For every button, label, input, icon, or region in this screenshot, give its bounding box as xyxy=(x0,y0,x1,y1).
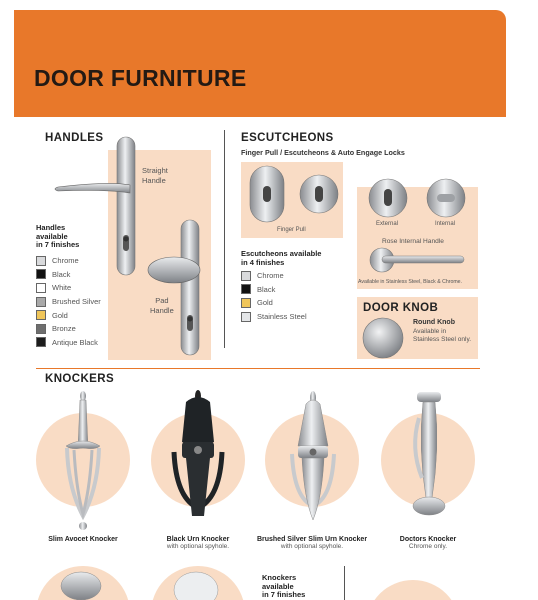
escutcheons-finish-list xyxy=(241,269,307,323)
round-knob-note: Available in Stainless Steel only. xyxy=(413,328,472,343)
round-knob-illustration xyxy=(360,316,406,360)
black-swatch xyxy=(241,284,251,294)
pad-handle-knob xyxy=(148,257,200,283)
finish-row: Chrome xyxy=(241,269,307,283)
knocker-backdrop xyxy=(366,580,460,600)
handles-finish-list xyxy=(36,254,101,349)
knocker-caption: Brushed Silver Slim Urn Knocker with optional spyhole. xyxy=(256,536,368,550)
gold-swatch xyxy=(36,310,46,320)
gold-swatch xyxy=(241,298,251,308)
handles-title: HANDLES xyxy=(45,132,104,144)
rose-handle-label: Rose Internal Handle xyxy=(382,238,444,245)
finish-row: Black xyxy=(36,268,101,282)
white-swatch xyxy=(36,283,46,293)
finish-row: Bronze xyxy=(36,322,101,336)
column-divider xyxy=(344,566,345,600)
knocker-caption: Black Urn Knocker with optional spyhole. xyxy=(166,536,230,550)
finger-pull-illustration xyxy=(246,164,341,226)
finish-row: Stainless Steel xyxy=(241,310,307,324)
rose-handle-illustration xyxy=(368,247,468,273)
escutcheons-finish-title: Escutcheons available in 4 finishes xyxy=(241,249,322,267)
partial-knockers-illustration xyxy=(36,562,256,600)
finish-row: White xyxy=(36,281,101,295)
finish-row: Chrome xyxy=(36,254,101,268)
black-urn-knocker xyxy=(174,390,222,516)
finger-pull-label: Finger Pull xyxy=(277,227,306,233)
page-title: DOOR FURNITURE xyxy=(34,65,247,91)
doctors-knocker xyxy=(413,392,445,515)
straight-handle-lever xyxy=(55,183,130,193)
straight-handle-plate xyxy=(117,137,135,275)
finish-row: Black xyxy=(241,283,307,297)
column-divider xyxy=(224,130,225,348)
internal-label: Internal xyxy=(435,221,456,227)
knockers-finish-title: Knockers available in 7 finishes xyxy=(262,573,306,599)
chrome-swatch xyxy=(36,256,46,266)
knockers-title: KNOCKERS xyxy=(45,373,115,385)
title-banner xyxy=(14,10,506,117)
brushed-silver-slim-urn-knocker xyxy=(292,391,334,520)
section-divider xyxy=(36,368,480,369)
finish-row: Gold xyxy=(241,296,307,310)
escutcheons-title: ESCUTCHEONS xyxy=(241,132,334,144)
slim-avocet-knocker xyxy=(66,391,100,530)
external-label: External xyxy=(376,221,399,227)
rose-handle-note: Available in Stainless Steel, Black & Chrome. xyxy=(358,279,462,285)
handles-finish-title: Handles available in 7 finishes xyxy=(36,223,80,249)
knockers-illustration xyxy=(36,388,476,536)
black-swatch xyxy=(36,269,46,279)
escutcheons-subtitle: Finger Pull / Escutcheons & Auto Engage Locks xyxy=(241,148,405,157)
finish-row: Gold xyxy=(36,308,101,322)
knocker-caption: Doctors Knocker Chrome only. xyxy=(399,536,457,550)
lock-illustration xyxy=(362,176,474,220)
pad-handle-plate xyxy=(181,220,199,355)
finish-row: Brushed Silver xyxy=(36,295,101,309)
brushed-silver-swatch xyxy=(36,297,46,307)
pad-handle-label: Pad Handle xyxy=(150,296,174,315)
round-knob-name: Round Knob xyxy=(413,319,455,326)
finish-row: Antique Black xyxy=(36,336,101,350)
antique-black-swatch xyxy=(36,337,46,347)
bronze-swatch xyxy=(36,324,46,334)
chrome-swatch xyxy=(241,271,251,281)
door-knob-title: DOOR KNOB xyxy=(363,302,439,314)
stainless-steel-swatch xyxy=(241,312,251,322)
straight-handle-label: Straight Handle xyxy=(142,166,168,185)
knocker-caption: Slim Avocet Knocker xyxy=(48,536,118,543)
